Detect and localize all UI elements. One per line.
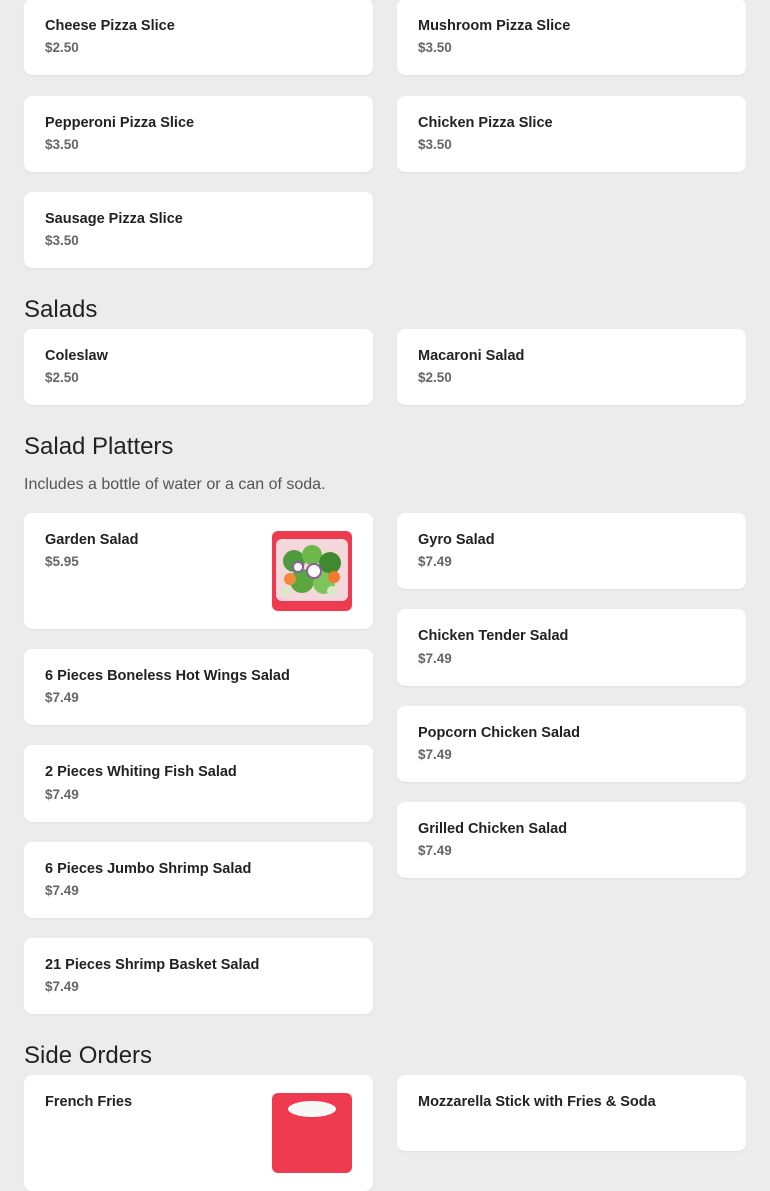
item-price: $7.49 (418, 843, 452, 858)
item-price: $3.50 (45, 233, 79, 248)
item-name: Macaroni Salad (418, 348, 525, 364)
item-price: $3.50 (418, 137, 452, 152)
menu-item-french-fries[interactable] (24, 1075, 373, 1191)
item-name: Cheese Pizza Slice (45, 18, 175, 34)
item-price: $2.50 (45, 370, 79, 385)
item-name: Garden Salad (45, 532, 139, 548)
item-name: Gyro Salad (418, 532, 495, 548)
item-price: $7.49 (45, 979, 79, 994)
item-price: $7.49 (418, 651, 452, 666)
item-name: Mozzarella Stick with Fries & Soda (418, 1094, 656, 1110)
section-title-side-orders: Side Orders (24, 1042, 153, 1069)
item-price: $2.50 (418, 370, 452, 385)
item-name: Pepperoni Pizza Slice (45, 115, 195, 131)
item-name: 2 Pieces Whiting Fish Salad (45, 764, 237, 780)
section-title-salads: Salads (24, 296, 98, 323)
menu-item-pepperoni-pizza-slice[interactable] (24, 96, 373, 172)
menu-item-boneless-hot-wings-salad[interactable] (24, 649, 373, 725)
item-name: 21 Pieces Shrimp Basket Salad (45, 957, 260, 973)
item-name: Grilled Chicken Salad (418, 821, 568, 837)
item-name: 6 Pieces Jumbo Shrimp Salad (45, 861, 252, 877)
item-name: Chicken Tender Salad (418, 628, 569, 644)
item-price: $7.49 (45, 690, 79, 705)
item-name: Popcorn Chicken Salad (418, 725, 580, 741)
menu-item-gyro-salad[interactable] (397, 513, 746, 589)
item-price: $3.50 (45, 137, 79, 152)
menu-item-grilled-chicken-salad[interactable] (397, 802, 746, 878)
menu-item-garden-salad[interactable] (24, 513, 373, 629)
menu-item-whiting-fish-salad[interactable] (24, 745, 373, 822)
item-price: $7.49 (418, 747, 452, 762)
menu-item-macaroni-salad[interactable] (397, 329, 746, 405)
menu-item-shrimp-basket-salad[interactable] (24, 938, 373, 1014)
menu-item-chicken-tender-salad[interactable] (397, 609, 746, 686)
item-name: 6 Pieces Boneless Hot Wings Salad (45, 668, 290, 684)
fries-photo (272, 1093, 352, 1173)
item-name: Mushroom Pizza Slice (418, 18, 571, 34)
menu-item-sausage-pizza-slice[interactable] (24, 192, 373, 268)
menu-item-cheese-pizza-slice[interactable] (24, 0, 373, 75)
item-name: Coleslaw (45, 348, 108, 364)
section-note: Includes a bottle of water or a can of soda. (24, 476, 326, 493)
menu-item-chicken-pizza-slice[interactable] (397, 96, 746, 172)
menu-item-mushroom-pizza-slice[interactable] (397, 0, 746, 75)
item-price: $7.49 (45, 883, 79, 898)
menu-item-mozzarella-stick-with-fries-soda[interactable] (397, 1075, 746, 1151)
item-price: $3.50 (418, 40, 452, 55)
menu-item-jumbo-shrimp-salad[interactable] (24, 842, 373, 918)
item-price: $7.49 (418, 554, 452, 569)
item-price: $7.49 (45, 787, 79, 802)
item-price: $2.50 (45, 40, 79, 55)
menu-item-popcorn-chicken-salad[interactable] (397, 706, 746, 782)
item-name: French Fries (45, 1094, 133, 1110)
salad-photo (272, 531, 352, 611)
item-price: $5.95 (45, 554, 79, 569)
menu-item-coleslaw[interactable] (24, 329, 373, 405)
section-title-salad-platters: Salad Platters (24, 433, 174, 460)
item-name: Chicken Pizza Slice (418, 115, 553, 131)
item-name: Sausage Pizza Slice (45, 211, 183, 227)
